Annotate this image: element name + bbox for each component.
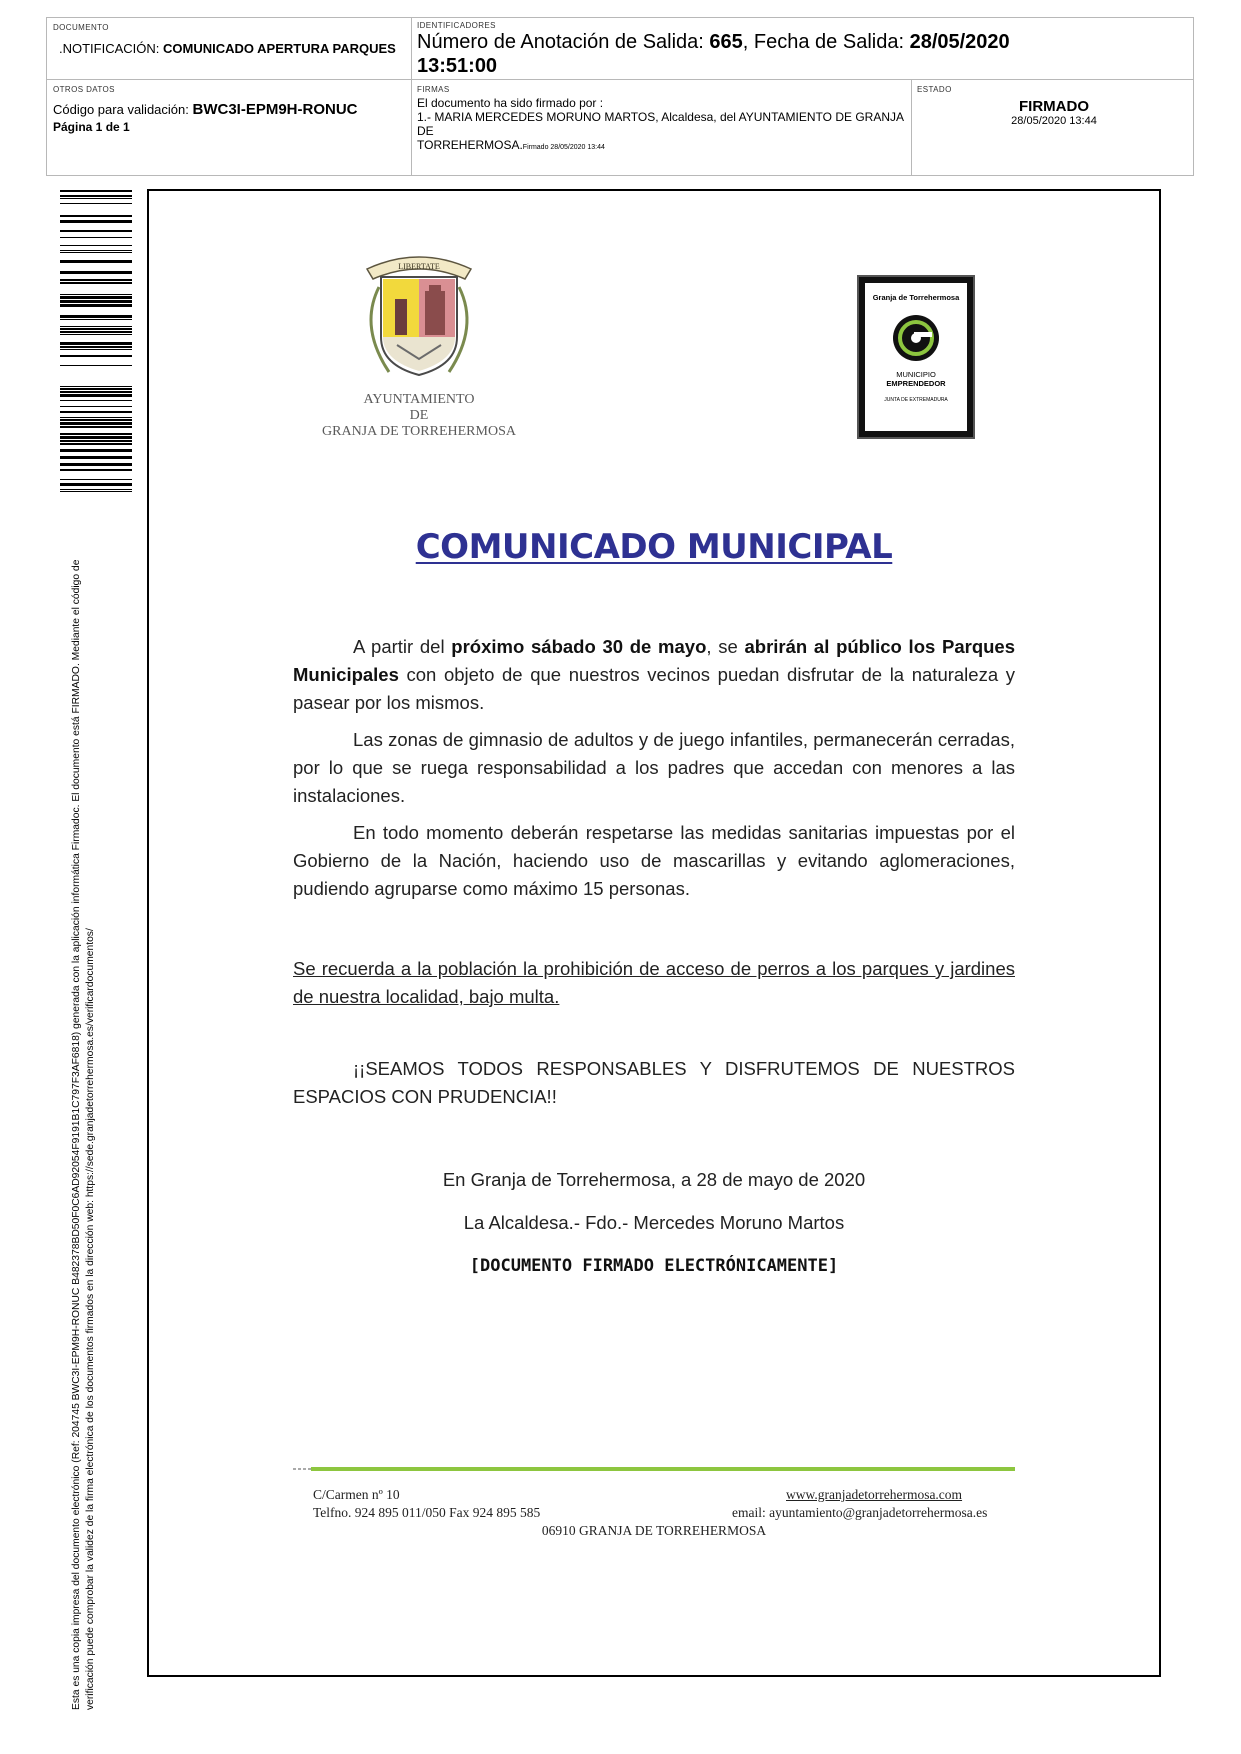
barcode-bar <box>60 250 132 251</box>
barcode-bar <box>60 406 132 407</box>
identificadores-value: Número de Anotación de Salida: 665, Fecha de Salida: 28/05/2020 13:51:00 <box>417 31 1010 77</box>
signer-line: La Alcaldesa.- Fdo.- Mercedes Moruno Martos <box>463 1212 845 1233</box>
motto-text: LIBERTATE <box>398 262 440 271</box>
barcode-bar <box>60 304 132 307</box>
closing-exhortation <box>293 1055 1015 1120</box>
barcode-bar <box>60 479 132 480</box>
documento-label: DOCUMENTO <box>53 23 109 32</box>
barcode-bar <box>60 252 132 253</box>
barcode-bar <box>60 230 132 232</box>
barcode-bar <box>60 215 132 217</box>
footer-address: C/Carmen nº 10 <box>313 1487 400 1502</box>
barcode-bar <box>60 491 132 492</box>
barcode-bar <box>60 349 132 350</box>
document-body <box>293 633 1015 912</box>
barcode-bar <box>60 279 132 281</box>
barcode-bar <box>60 315 132 318</box>
barcode-bar <box>60 386 132 387</box>
barcode-bar <box>60 463 132 466</box>
barcode-bar <box>60 319 132 320</box>
side-text-line1: Esta es una copia impresa del documento electrónico (Ref: 204745 BWC3I-EPM9H-RONUC B482378BD50F0C6AD92054F9191B1C797F3AF6818) generada con la aplicación informática Firmadoc. El documento está FIRMADO. Mediante el código de <box>71 559 82 1710</box>
documento-prefix: .NOTIFICACIÓN: <box>59 41 160 56</box>
barcode-bar <box>60 436 132 439</box>
emprendedor-icon <box>890 312 942 364</box>
badge-bottom-text: JUNTA DE EXTREMADURA <box>884 397 948 403</box>
side-verification-text <box>70 540 98 1710</box>
barcode-bar <box>60 245 132 246</box>
barcode-bar <box>60 483 132 486</box>
logo-line1: AYUNTAMIENTO <box>363 392 475 407</box>
barcode-bar <box>60 294 132 295</box>
barcode-bar <box>60 391 132 393</box>
barcode-bar <box>60 400 132 401</box>
barcode-bar <box>60 469 132 471</box>
footer-divider <box>293 1467 1015 1473</box>
barcode-bar <box>60 346 132 348</box>
otros-datos-label: OTROS DATOS <box>53 85 115 94</box>
place-date: En Granja de Torrehermosa, a 28 de mayo de 2020 <box>442 1169 866 1190</box>
barcode-bar <box>60 426 132 428</box>
barcode-bar <box>60 342 132 345</box>
footer-city: 06910 GRANJA DE TORREHERMOSA <box>541 1523 767 1538</box>
barcode-bar <box>60 190 132 192</box>
firmas-line1: El documento ha sido firmado por : <box>417 96 604 110</box>
documento-cell <box>53 23 403 56</box>
paragraph-1: A partir del próximo sábado 30 de mayo, se abrirán al público los Parques Municipales con objeto de que nuestros vecinos puedan disfrutar de la naturaleza y pasear por los mismos. <box>293 636 1015 713</box>
identificadores-label: IDENTIFICADORES <box>417 21 496 30</box>
barcode-bar <box>60 422 132 425</box>
footer-email[interactable]: email: ayuntamiento@granjadetorrehermosa.es <box>732 1505 988 1520</box>
estado-label: ESTADO <box>917 85 952 94</box>
logo-line3: GRANJA DE TORREHERMOSA <box>322 424 516 439</box>
barcode-bar <box>60 220 132 223</box>
barcode-bar <box>60 237 132 238</box>
barcode-bar <box>60 365 132 366</box>
barcode-bar <box>60 296 132 299</box>
barcode-bar <box>60 282 132 284</box>
barcode-bar <box>60 388 132 390</box>
barcode-bar <box>60 195 132 197</box>
signed-electronically-note: [DOCUMENTO FIRMADO ELECTRÓNICAMENTE] <box>469 1256 839 1276</box>
ayuntamiento-logo <box>319 247 519 439</box>
barcode-bar <box>60 443 132 445</box>
badge-top-text: Granja de Torrehermosa <box>872 293 960 302</box>
barcode-bar <box>60 489 132 490</box>
municipio-emprendedor-badge <box>857 275 975 439</box>
barcode-bar <box>60 440 132 442</box>
document-title: COMUNICADO MUNICIPAL <box>415 527 893 567</box>
logo-line2: DE <box>409 408 429 423</box>
badge-line2: EMPRENDEDOR <box>886 379 946 388</box>
barcode-bar <box>60 449 132 452</box>
firmas-cell <box>417 85 907 155</box>
pagina-label: Página 1 de 1 <box>53 120 130 134</box>
estado-date: 28/05/2020 13:44 <box>1011 115 1097 127</box>
barcode-bar <box>60 433 132 435</box>
barcode-bar <box>60 260 132 263</box>
paragraph-4: Se recuerda a la población la prohibición de acceso de perros a los parques y jardines de nuestra localidad, bajo multa. <box>293 958 1015 1007</box>
otros-datos-cell <box>53 85 403 134</box>
dog-warning <box>293 955 1015 1020</box>
barcode-bar <box>60 198 132 199</box>
paragraph-3: En todo momento deberán respetarse las medidas sanitarias impuestas por el Gobierno de la Nación, haciendo uso de mascarillas y evitando aglomeraciones, pudiendo agruparse como máximo 15 personas. <box>293 822 1015 899</box>
barcode-bar <box>60 334 132 335</box>
firmas-small: Firmado 28/05/2020 13:44 <box>522 144 605 151</box>
barcode-bar <box>60 271 132 274</box>
paragraph-5: ¡¡SEAMOS TODOS RESPONSABLES Y DISFRUTEMOS DE NUESTROS ESPACIOS CON PRUDENCIA!! <box>293 1058 1015 1107</box>
coat-of-arms-icon <box>319 247 519 387</box>
barcode-bar <box>60 203 132 204</box>
codigo-label: Código para validación: <box>53 102 189 117</box>
barcode-bar <box>60 331 132 333</box>
barcode-bar <box>60 419 132 421</box>
barcode-bar <box>60 417 132 418</box>
footer-phone: Telfno. 924 895 011/050 Fax 924 895 585 <box>313 1505 541 1520</box>
barcode-bar <box>60 411 132 413</box>
firmas-label: FIRMAS <box>417 85 450 94</box>
barcode-bar <box>60 394 132 397</box>
estado-cell <box>917 85 1191 127</box>
codigo-value: BWC3I-EPM9H-RONUC <box>192 101 358 118</box>
barcode-bar <box>60 328 132 330</box>
identificadores-cell <box>417 21 1177 78</box>
barcode-bar <box>60 326 132 327</box>
estado-value: FIRMADO <box>1019 98 1089 115</box>
badge-line1: MUNICIPIO <box>896 370 936 379</box>
documento-value: COMUNICADO APERTURA PARQUES <box>163 41 396 56</box>
firmas-line2: 1.- MARIA MERCEDES MORUNO MARTOS, Alcaldesa, del AYUNTAMIENTO DE GRANJA DE <box>417 110 904 138</box>
barcode-bar <box>60 355 132 357</box>
barcode-bar <box>60 300 132 303</box>
footer-website-link[interactable]: www.granjadetorrehermosa.com <box>786 1487 963 1502</box>
barcode-bar <box>60 456 132 459</box>
document-header-table <box>46 17 1194 176</box>
document-page <box>147 189 1161 1677</box>
barcode-image <box>60 190 132 492</box>
side-text-line2: verificación puede comprobar la validez de la firma electrónica de los documentos firmados en la dirección web: https://sede.granjadetorrehermosa.es/verificardocumentos/ <box>85 928 96 1710</box>
paragraph-2: Las zonas de gimnasio de adultos y de juego infantiles, permanecerán cerradas, por lo que se ruega responsabilidad a los padres que accedan con menores a las instalaciones. <box>293 729 1015 806</box>
firmas-line3: TORREHERMOSA. <box>417 138 523 152</box>
